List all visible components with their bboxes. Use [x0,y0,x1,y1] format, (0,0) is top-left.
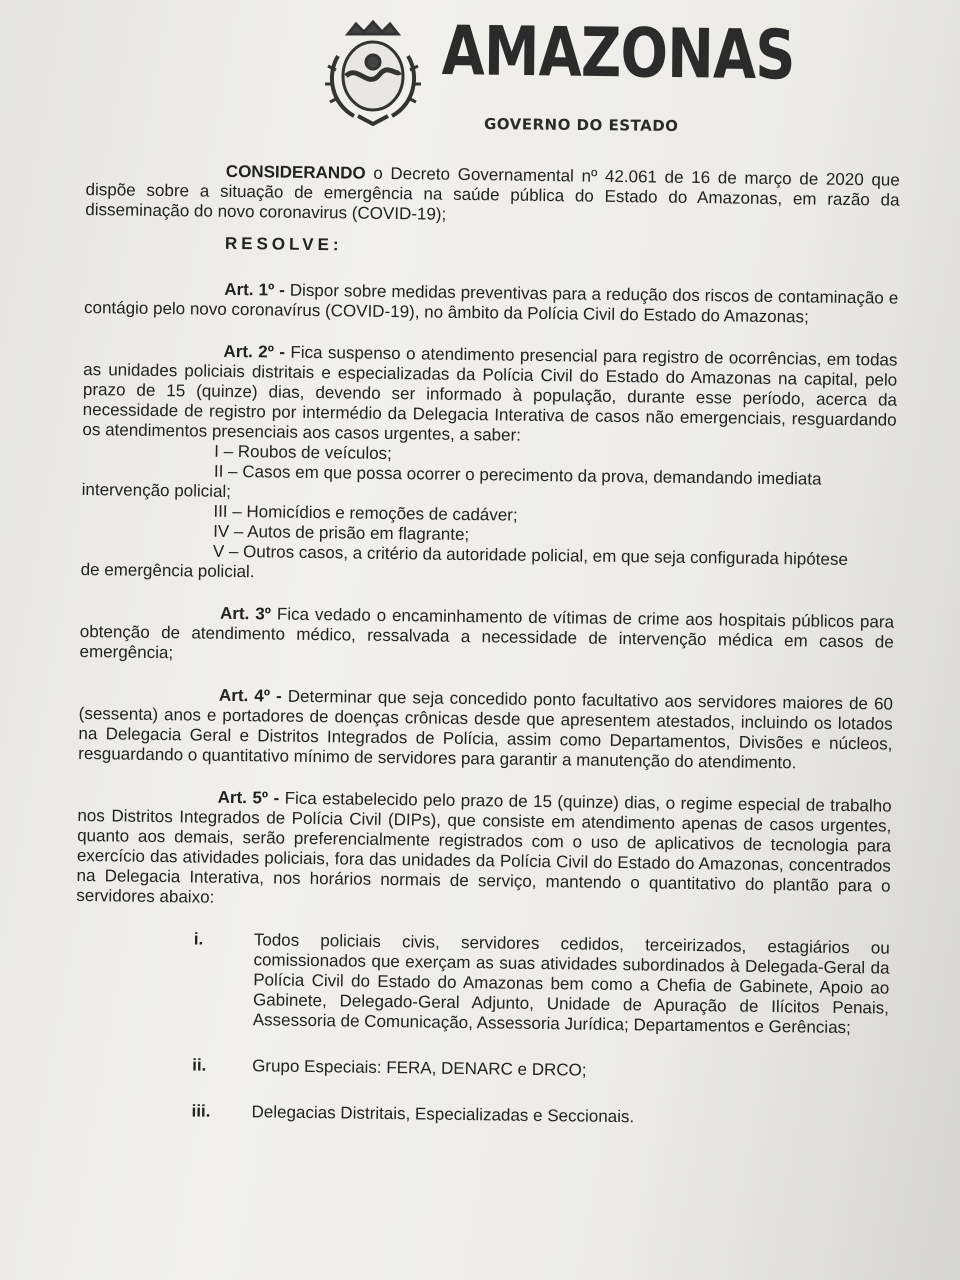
resolve-heading: RESOLVE: [224,233,343,255]
article-5-text: Fica estabelecido pelo prazo de 15 (quinze) dias, o regime especial de trabalho nos Distritos Integrados de Polícia Civil (DIPs), que consiste em atendimento apenas de casos urgentes, quanto aos demais, serão preferencialmente registrados com o uso de aplicativos de tecnologia para exercício das atividades policiais, fora das unidades da Polícia Civil do Estado do Amazonas, concentrados na Delegacia Interativa, nos horários normais de serviço, mantendo o quantitativo do plantão para o servidores abaixo: [76,788,892,907]
considerando-paragraph [85,160,900,231]
article-5 [76,786,892,917]
article-2 [82,340,897,451]
document-body [73,160,899,1131]
amazonas-coat-of-arms-icon [318,16,428,126]
article-2-inciso-5: V – Outros casos, a critério da autoridade policial, em que seja configurada hipótese [212,541,849,570]
article-3 [79,602,894,673]
article-2-inciso-2: II – Casos em que possa ocorrer o perecimento da prova, demandando imediata [213,461,822,489]
letterhead [318,8,796,148]
considerando-text: o Decreto Governamental nº 42.061 de 16 de março de 2020 que dispõe sobre a situação de emergência na saúde pública do Estado do Amazonas, em razão da disseminação do novo coronavirus (COVID-19); [85,163,900,224]
article-4-text: Determinar que seja concedido ponto facultativo aos servidores maiores de 60 (sessenta) anos e portadores de doenças crônicas desde que apresentem atestados, incluindo os lotados na Delegacia Geral e Distritos Integrados de Polícia, assim como Departamentos, Divisões e núcleos, resguardando o quantitativo mínimo de servidores para garantir a manutenção do atendimento. [78,686,894,773]
article-3-lead: Art. 3º [219,603,272,624]
article-5-lead: Art. 5º - [217,787,280,808]
article-2-inciso-5-cont: de emergência policial. [80,559,255,582]
article-2-lead: Art. 2º - [223,341,286,362]
brand-name: AMAZONAS [441,12,796,96]
item-number: ii. [192,1055,207,1075]
item-text: Todos policiais civis, servidores cedidos, terceirizados, estagiários ou comissionados que exerçam as suas atividades subordinados à Delegada-Geral da Polícia Civil do Estado do Amazonas bem como a Chefia de Gabinete, Apoio ao Gabinete, Delegado-Geral Adjunto, Unidade de Apuração de Ilícitos Penais, Assessoria de Comunicação, Assessoria Jurídica; Departamentos e Gerências; [252,930,890,1038]
considerando-lead: CONSIDERANDO [225,161,366,183]
article-3-text: Fica vedado o encaminhamento de vítimas de crime aos hospitais públicos para obtenção de atendimento médico, ressalvada a necessidade de intervenção médica em casos de emergência; [79,604,895,663]
article-2-inciso-2-cont: intervenção policial; [81,479,232,501]
article-2-inciso-1: I – Roubos de veículos; [214,441,392,464]
article-2-inciso-3: III – Homicídios e remoções de cadáver; [213,501,518,525]
item-text: Delegacias Distritais, Especializadas e Seccionais. [251,1102,635,1127]
article-5-item-i [75,928,890,1039]
article-4-lead: Art. 4º - [218,685,282,706]
item-number: iii. [191,1101,211,1121]
article-2-inciso-4: IV – Autos de prisão em flagrante; [213,521,470,545]
brand-subtitle: GOVERNO DO ESTADO [483,114,679,136]
item-text: Grupo Especiais: FERA, DENARC e DRCO; [252,1056,587,1080]
article-2-text: Fica suspenso o atendimento presencial para registro de ocorrências, em todas as unidades policiais distritais e especializadas da Polícia Civil do Estado do Amazonas na capital, pelo prazo de 15 (quinze) dias, devendo ser informado à população, durante esse período, acerca da necessidade de registro por intermédio da Delegacia Interativa de casos não emergenciais, resguardando os atendimentos presenciais aos casos urgentes, a saber: [82,342,898,445]
article-1-lead: Art. 1º - [224,279,285,300]
article-1-text: Dispor sobre medidas preventivas para a redução dos riscos de contaminação e contágio pelo novo coronavírus (COVID-19), no âmbito da Polícia Civil do Estado do Amazonas; [83,280,899,327]
article-4 [78,684,893,775]
item-number: i. [193,929,204,949]
